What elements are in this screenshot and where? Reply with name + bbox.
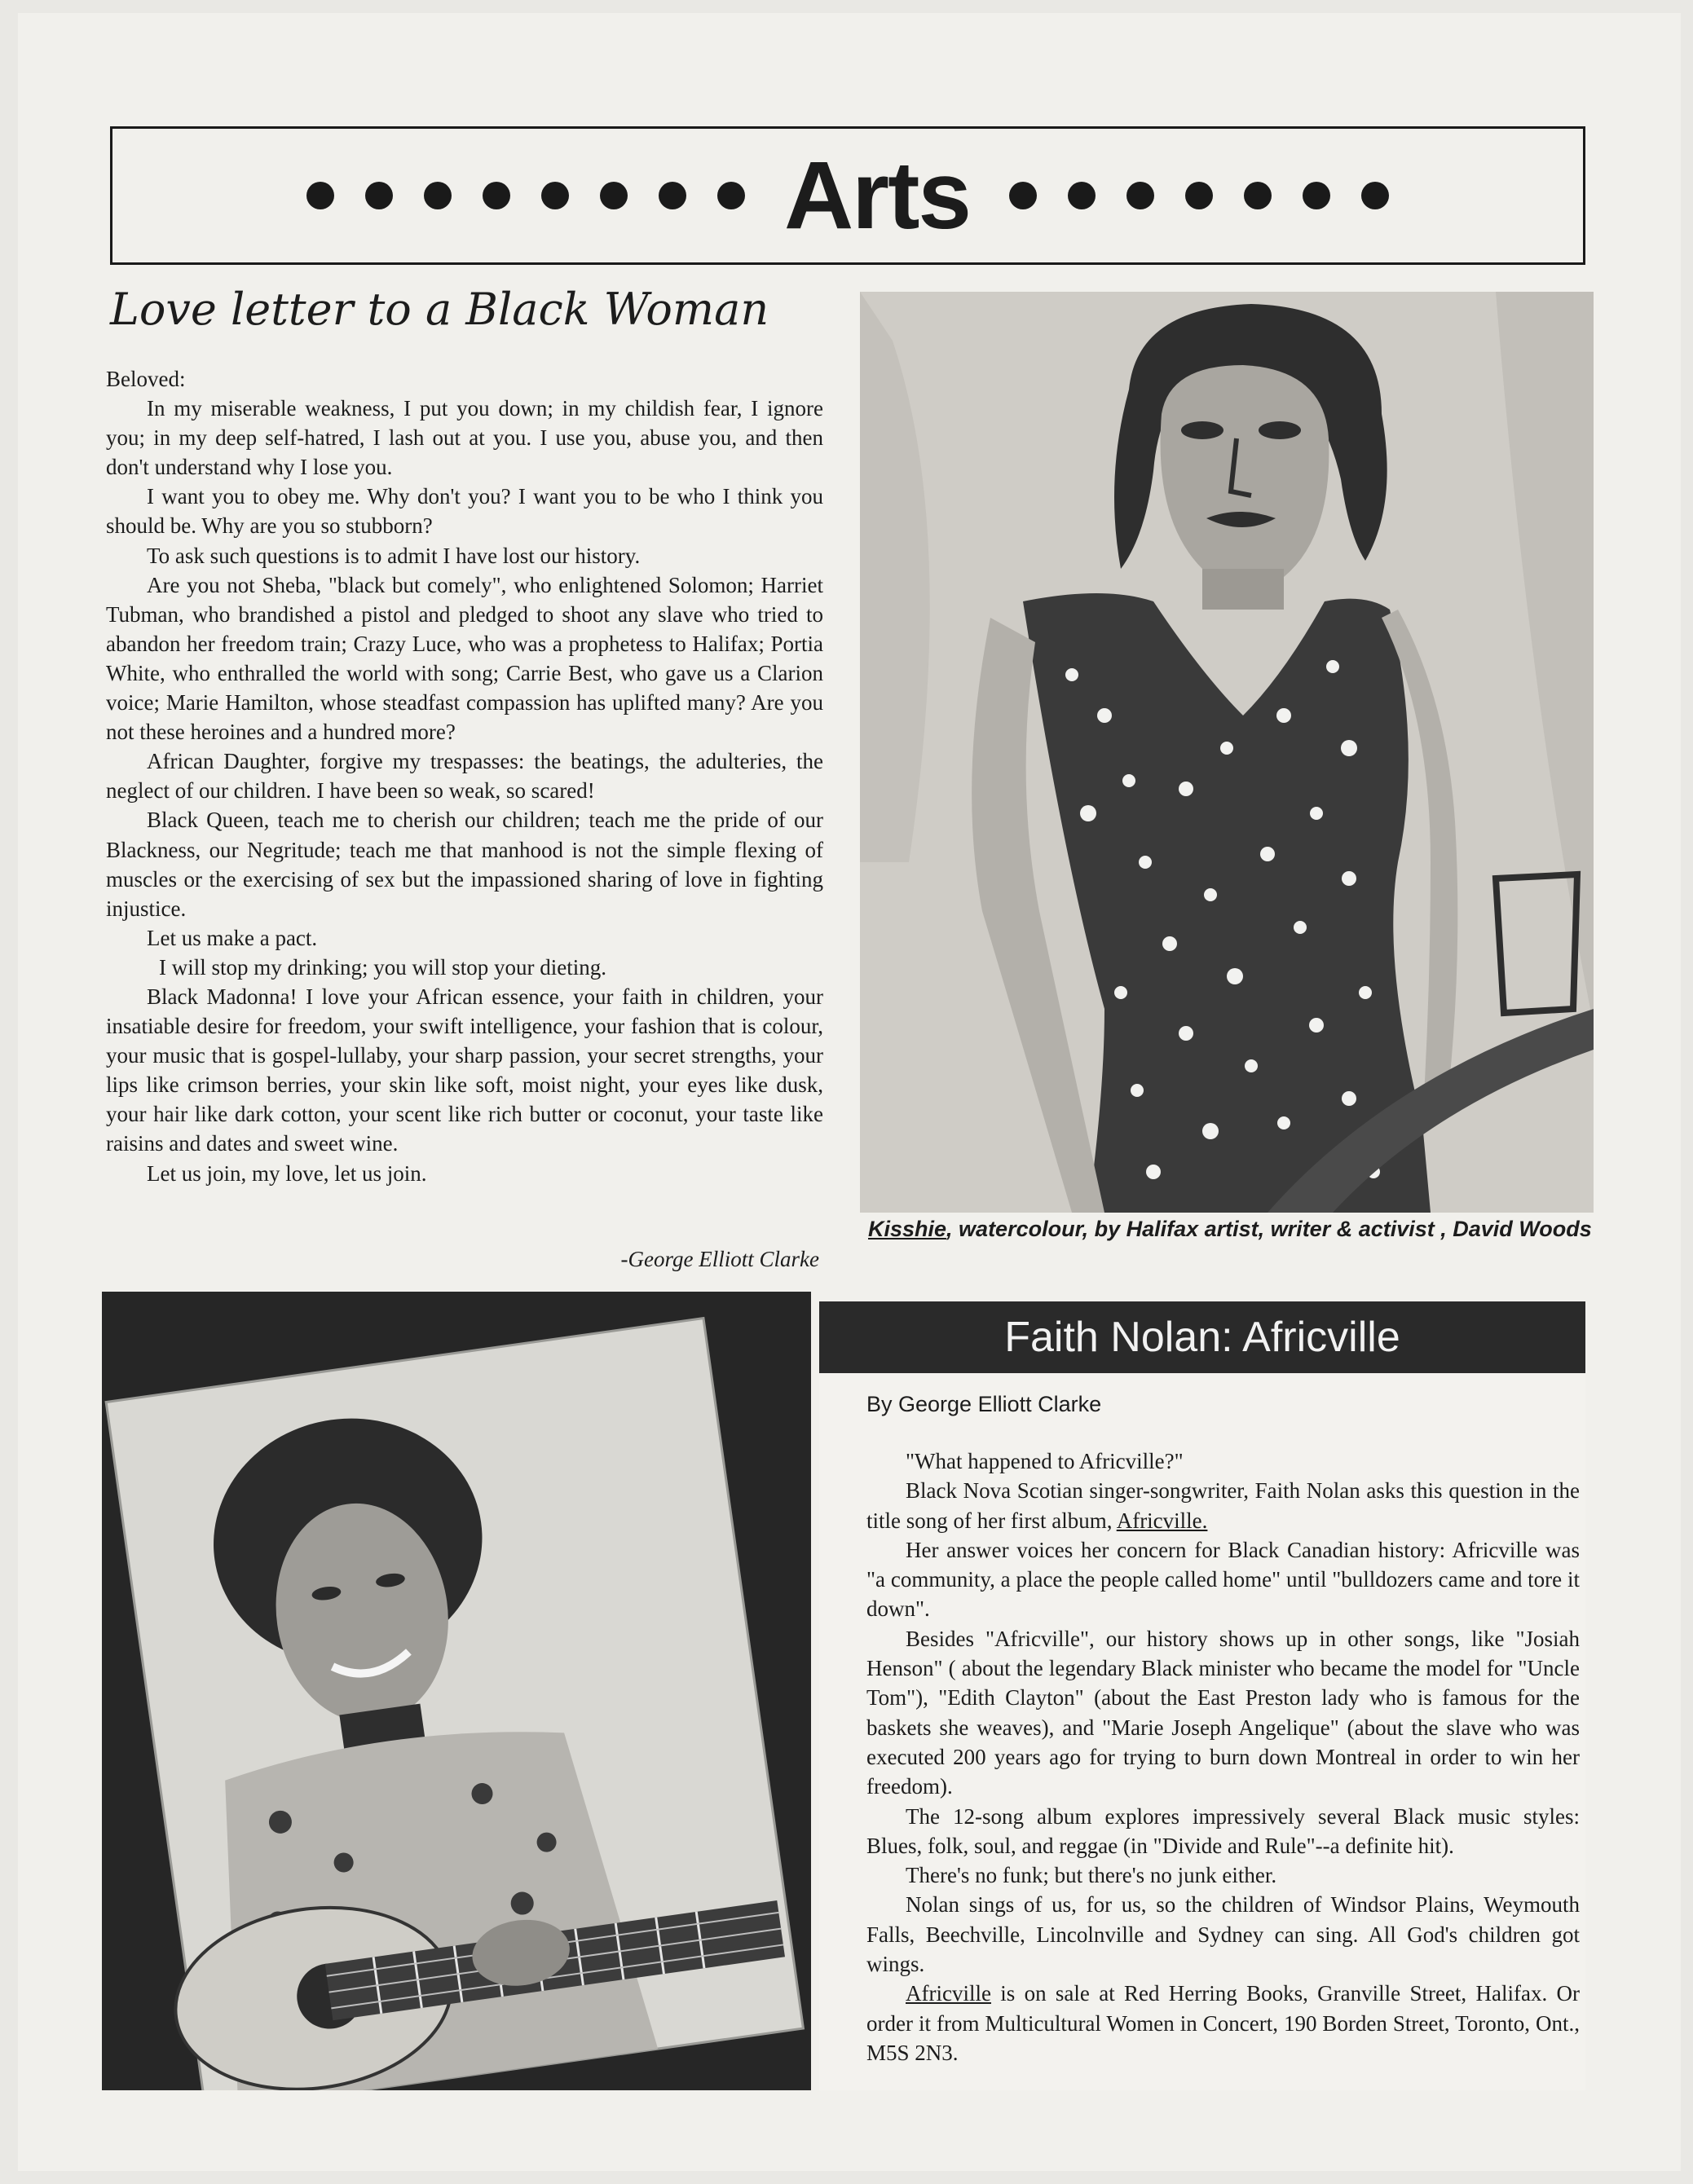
bullet-dot xyxy=(600,182,628,209)
poem-body xyxy=(106,364,823,1188)
poem-salutation: Beloved: xyxy=(106,367,186,391)
bullet-dot xyxy=(1009,182,1037,209)
watercolour-portrait xyxy=(860,292,1594,1213)
bullet-dot xyxy=(541,182,569,209)
poem-paragraph: In my miserable weakness, I put you down; in my childish fear, I ignore you; in my deep self-hatred, I lash out at you. I use you, abuse you, and then don't understand why I lose you. xyxy=(106,396,823,480)
bullet-dot xyxy=(1126,182,1154,209)
poem-paragraph: To ask such questions is to admit I have lost our history. xyxy=(147,543,641,568)
poem-paragraph: I will stop my drinking; you will stop your dieting. xyxy=(159,954,606,980)
bullet-dot xyxy=(717,182,745,209)
section-title: Arts xyxy=(783,142,971,249)
painting-image xyxy=(860,292,1594,1213)
right-dots xyxy=(1009,182,1389,209)
bullet-dot xyxy=(1303,182,1330,209)
photo-frame xyxy=(102,1292,811,2090)
poem-paragraph: African Daughter, forgive my trespasses: the beatings, the adulteries, the neglect of our children. I have been so weak, so scared! xyxy=(106,749,823,804)
album-title: Africville xyxy=(906,1981,991,2006)
article-paragraph: Nolan sings of us, for us, so the children of Windsor Plains, Weymouth Falls, Beechville, Lincolnville and Sydney can sing. All God's children got wings. xyxy=(866,1892,1580,1977)
caption-title: Kisshie xyxy=(868,1217,947,1241)
poem-paragraph: Let us join, my love, let us join. xyxy=(147,1160,427,1186)
bullet-dot xyxy=(424,182,452,209)
bullet-dot xyxy=(483,182,510,209)
article-text: is on sale at Red Herring Books, Granville Street, Halifax. Or order it from Multicultural Women in Concert, 190 Borden Street, Toronto, Ont., M5S 2N3. xyxy=(866,1981,1580,2065)
article-paragraph: The 12-song album explores impressively several Black music styles: Blues, folk, soul, and reggae (in "Divide and Rule"--a definite hit). xyxy=(866,1803,1580,1858)
article-paragraph xyxy=(866,1979,1580,2067)
article-paragraph: "What happened to Africville?" xyxy=(906,1449,1184,1473)
left-dots xyxy=(306,182,745,209)
bullet-dot xyxy=(1244,182,1272,209)
article-paragraph: There's no funk; but there's no junk either. xyxy=(906,1863,1277,1888)
poem-paragraph: Let us make a pact. xyxy=(147,925,318,950)
article-paragraph: Her answer voices her concern for Black Canadian history: Africville was "a community, a place the people called home" until "bulldozers came and tore it down". xyxy=(866,1537,1580,1622)
poem-paragraph: I want you to obey me. Why don't you? I want you to be who I think you should be. Why are you so stubborn? xyxy=(106,484,823,539)
painting-caption xyxy=(868,1217,1594,1242)
poem-title: Love letter to a Black Woman xyxy=(110,284,769,335)
article-byline: By George Elliott Clarke xyxy=(866,1392,1102,1416)
album-title: Africville. xyxy=(1116,1508,1208,1533)
poem-paragraph: Black Queen, teach me to cherish our children; teach me the pride of our Blackness, our Negritude; teach me that manhood is not the simple flexing of muscles or the exercising of sex but the impassioned sharing of love in fighting injustice. xyxy=(106,808,823,921)
bullet-dot xyxy=(1185,182,1213,209)
article-title: Faith Nolan: Africville xyxy=(819,1301,1585,1373)
poem-signature: -George Elliott Clarke xyxy=(620,1247,819,1271)
caption-text: , watercolour, by Halifax artist, writer & activist , David Woods xyxy=(946,1217,1592,1241)
article-paragraph: Besides "Africville", our history shows up in other songs, like "Josiah Henson" ( about the legendary Black minister who became the model for "Uncle Tom"), "Edith Clayton" (about the East Preston lady who is famous for the baskets she weaves), and "Marie Joseph Angelique" (about the slave who was executed 200 years ago for trying to burn down Montreal in order to win her freedom). xyxy=(866,1626,1580,1799)
bullet-dot xyxy=(365,182,393,209)
bullet-dot xyxy=(306,182,334,209)
faith-nolan-photo xyxy=(102,1292,811,2090)
article-paragraph xyxy=(866,1476,1580,1535)
bullet-dot xyxy=(1361,182,1389,209)
bullet-dot xyxy=(659,182,686,209)
bullet-dot xyxy=(1068,182,1096,209)
poem-paragraph: Black Madonna! I love your African essence, your faith in children, your insatiable desire for freedom, your swift intelligence, your fashion that is colour, your music that is gospel-lullaby, your sharp passion, your secret strengths, your lips like crimson berries, your skin like soft, moist night, your eyes like dusk, your hair like dark cotton, your scent like rich butter or coconut, your taste like raisins and dates and sweet wine. xyxy=(106,984,823,1156)
section-masthead xyxy=(110,126,1585,265)
article-body xyxy=(866,1446,1580,2067)
article-text: Black Nova Scotian singer-songwriter, Faith Nolan asks this question in the title song of her first album, xyxy=(866,1478,1580,1533)
poem-paragraph: Are you not Sheba, "black but comely", who enlightened Solomon; Harriet Tubman, who brandished a pistol and pledged to shoot any slave who tried to abandon her freedom train; Crazy Luce, who was a prophetess to Halifax; Portia White, who enthralled the world with song; Carrie Best, who gave us a Clarion voice; Marie Hamilton, whose steadfast compassion has uplifted many? Are you not these heroines and a hundred more? xyxy=(106,572,823,745)
